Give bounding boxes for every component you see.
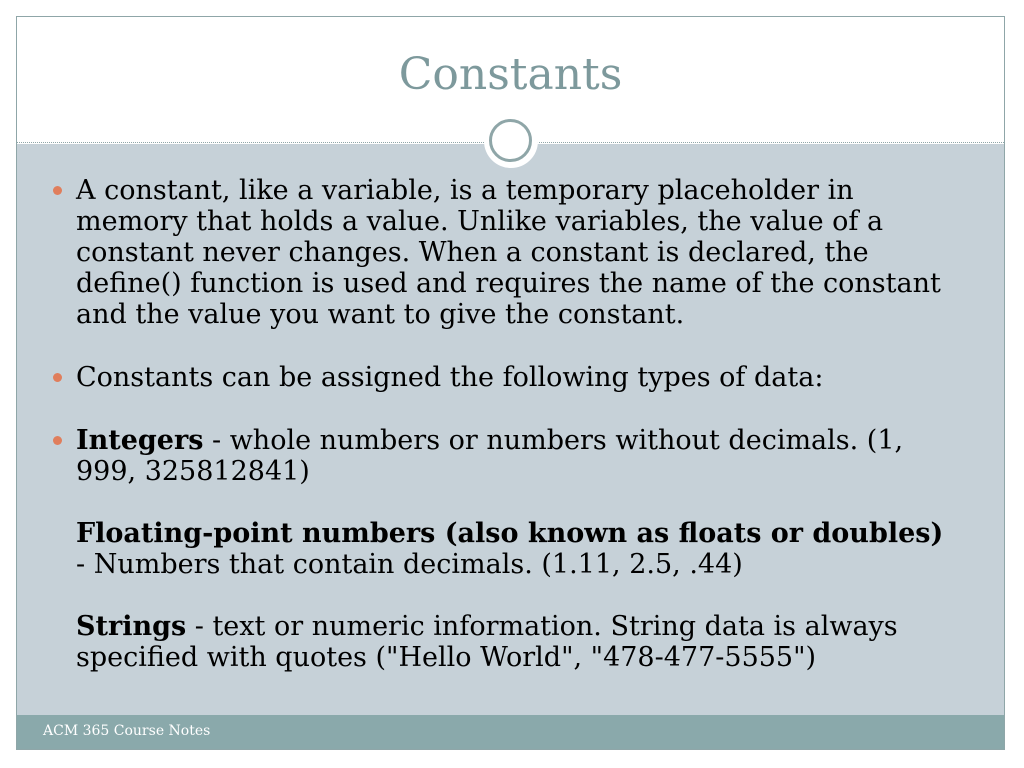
bullet-dot-icon bbox=[53, 186, 62, 195]
slide bbox=[16, 16, 1005, 750]
type-description: - Numbers that contain decimals. (1.11, 2.5, .44) bbox=[76, 549, 743, 580]
bullet-text: A constant, like a variable, is a temporary placeholder in memory that holds a value. Unlike variables, the value of a constant never changes. When a constant is declared, the define() function is used and requires the name of the constant and the value you want to give the constant. bbox=[76, 175, 941, 330]
bullet-dot-icon bbox=[53, 436, 62, 445]
type-name: Integers bbox=[76, 425, 204, 456]
bullet-item bbox=[53, 362, 953, 393]
footer-text: ACM 365 Course Notes bbox=[43, 723, 211, 739]
type-floats bbox=[76, 518, 953, 580]
type-integers bbox=[76, 425, 953, 487]
circle-ornament-icon bbox=[484, 114, 538, 168]
type-name: Floating-point numbers (also known as floats or doubles) bbox=[76, 518, 944, 549]
ring-icon bbox=[489, 119, 532, 162]
type-description: - text or numeric information. String data is always specified with quotes ("Hello World", "478-477-5555") bbox=[76, 611, 898, 673]
bullet-dot-icon bbox=[53, 373, 62, 382]
bullet-text: Constants can be assigned the following types of data: bbox=[76, 362, 824, 393]
type-strings bbox=[76, 611, 953, 673]
bullet-list bbox=[53, 175, 953, 705]
bullet-item bbox=[53, 175, 953, 330]
type-description: - whole numbers or numbers without decimals. (1, 999, 325812841) bbox=[76, 425, 904, 487]
slide-title: Constants bbox=[398, 49, 623, 100]
bullet-item bbox=[53, 425, 953, 673]
type-name: Strings bbox=[76, 611, 187, 642]
footer bbox=[17, 715, 1004, 749]
